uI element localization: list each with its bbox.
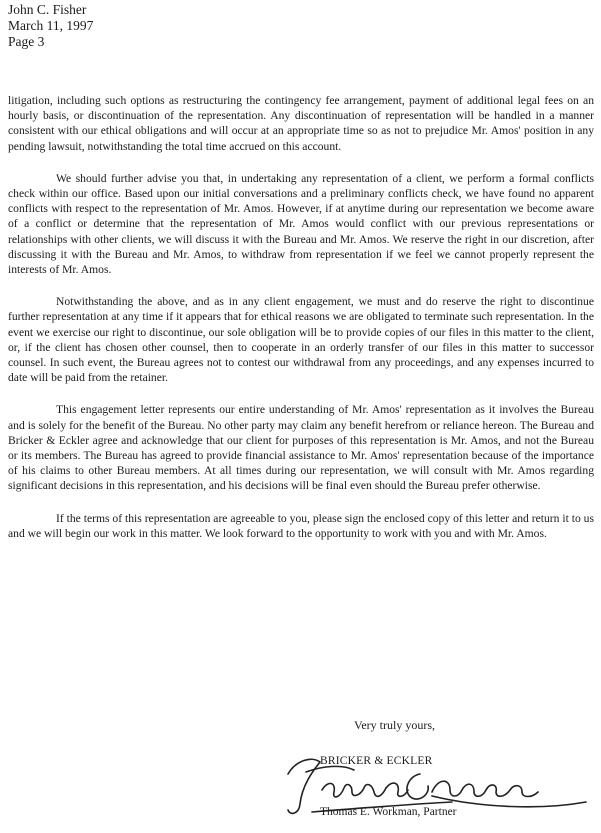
paragraph-withdrawal: Notwithstanding the above, and as in any client engagement, we must and do reserve the right to discontinue further representation at any time if it appears that for ethical reasons we are obligated to terminate such representation. In the event we exercise our right to discontinue, our sole obligation will be to provide copies of our files in this matter to the client, or, if the client has chosen other counsel, then to cooperate in an orderly transfer of our files in this matter to successor counsel. In such event, the Bureau agrees not to contest our withdrawal from any proceedings, and any expenses incurred to date will be paid from the retainer. [8, 295, 594, 385]
firm-name: BRICKER & ECKLER [320, 755, 433, 767]
letter-date: March 11, 1997 [8, 18, 94, 33]
page-number: Page 3 [8, 34, 45, 49]
paragraph-continuation: litigation, including such options as restructuring the contingency fee arrangement, payment of additional legal fees on an hourly basis, or discontinuation of the representation. Any discontinuation of representation will be handled in a manner consistent with our ethical obligations and will occur at an appropriate time so as not to prejudice Mr. Amos' position in any pending lawsuit, notwithstanding the total time accrued on this account. [8, 94, 594, 153]
recipient-name: John C. Fisher [8, 2, 87, 17]
letter-header [8, 2, 93, 50]
paragraph-engagement: This engagement letter represents our entire understanding of Mr. Amos' representation as it involves the Bureau and is solely for the benefit of the Bureau. No other party may claim any benefit herefrom or reliance hereon. The Bureau and Bricker & Eckler agree and acknowledge that our client for purposes of this representation is Mr. Amos, and not the Bureau or its members. The Bureau has agreed to provide financial assistance to Mr. Amos' representation because of the importance of his claims to other Bureau members. At all times during our representation, we will consult with Mr. Amos regarding significant decisions in this representation, and his decisions will be final even should the Bureau prefer otherwise. [8, 403, 594, 493]
signer-name: Thomas E. Workman, Partner [320, 806, 457, 818]
closing-salutation: Very truly yours, [354, 718, 435, 732]
letter-body [8, 93, 594, 558]
paragraph-agreement: If the terms of this representation are agreeable to you, please sign the enclosed copy of this letter and return it to us and we will begin our work in this matter. We look forward to the opportunity to work with you and with Mr. Amos. [8, 511, 594, 540]
paragraph-conflicts: We should further advise you that, in undertaking any representation of a client, we perform a formal conflicts check within our office. Based upon our initial conversations and a preliminary conflicts check, we have found no apparent conflicts with respect to the representation of Mr. Amos. However, if at anytime during our representation we become aware of a conflict or determine that the representation of Mr. Amos would conflict with our previous representations or relationships with other clients, we will discuss it with the Bureau and Mr. Amos. We reserve the right in our discretion, after discussing it with the Bureau and Mr. Amos, to withdraw from representation if we feel we cannot properly represent the interests of Mr. Amos. [8, 171, 594, 277]
